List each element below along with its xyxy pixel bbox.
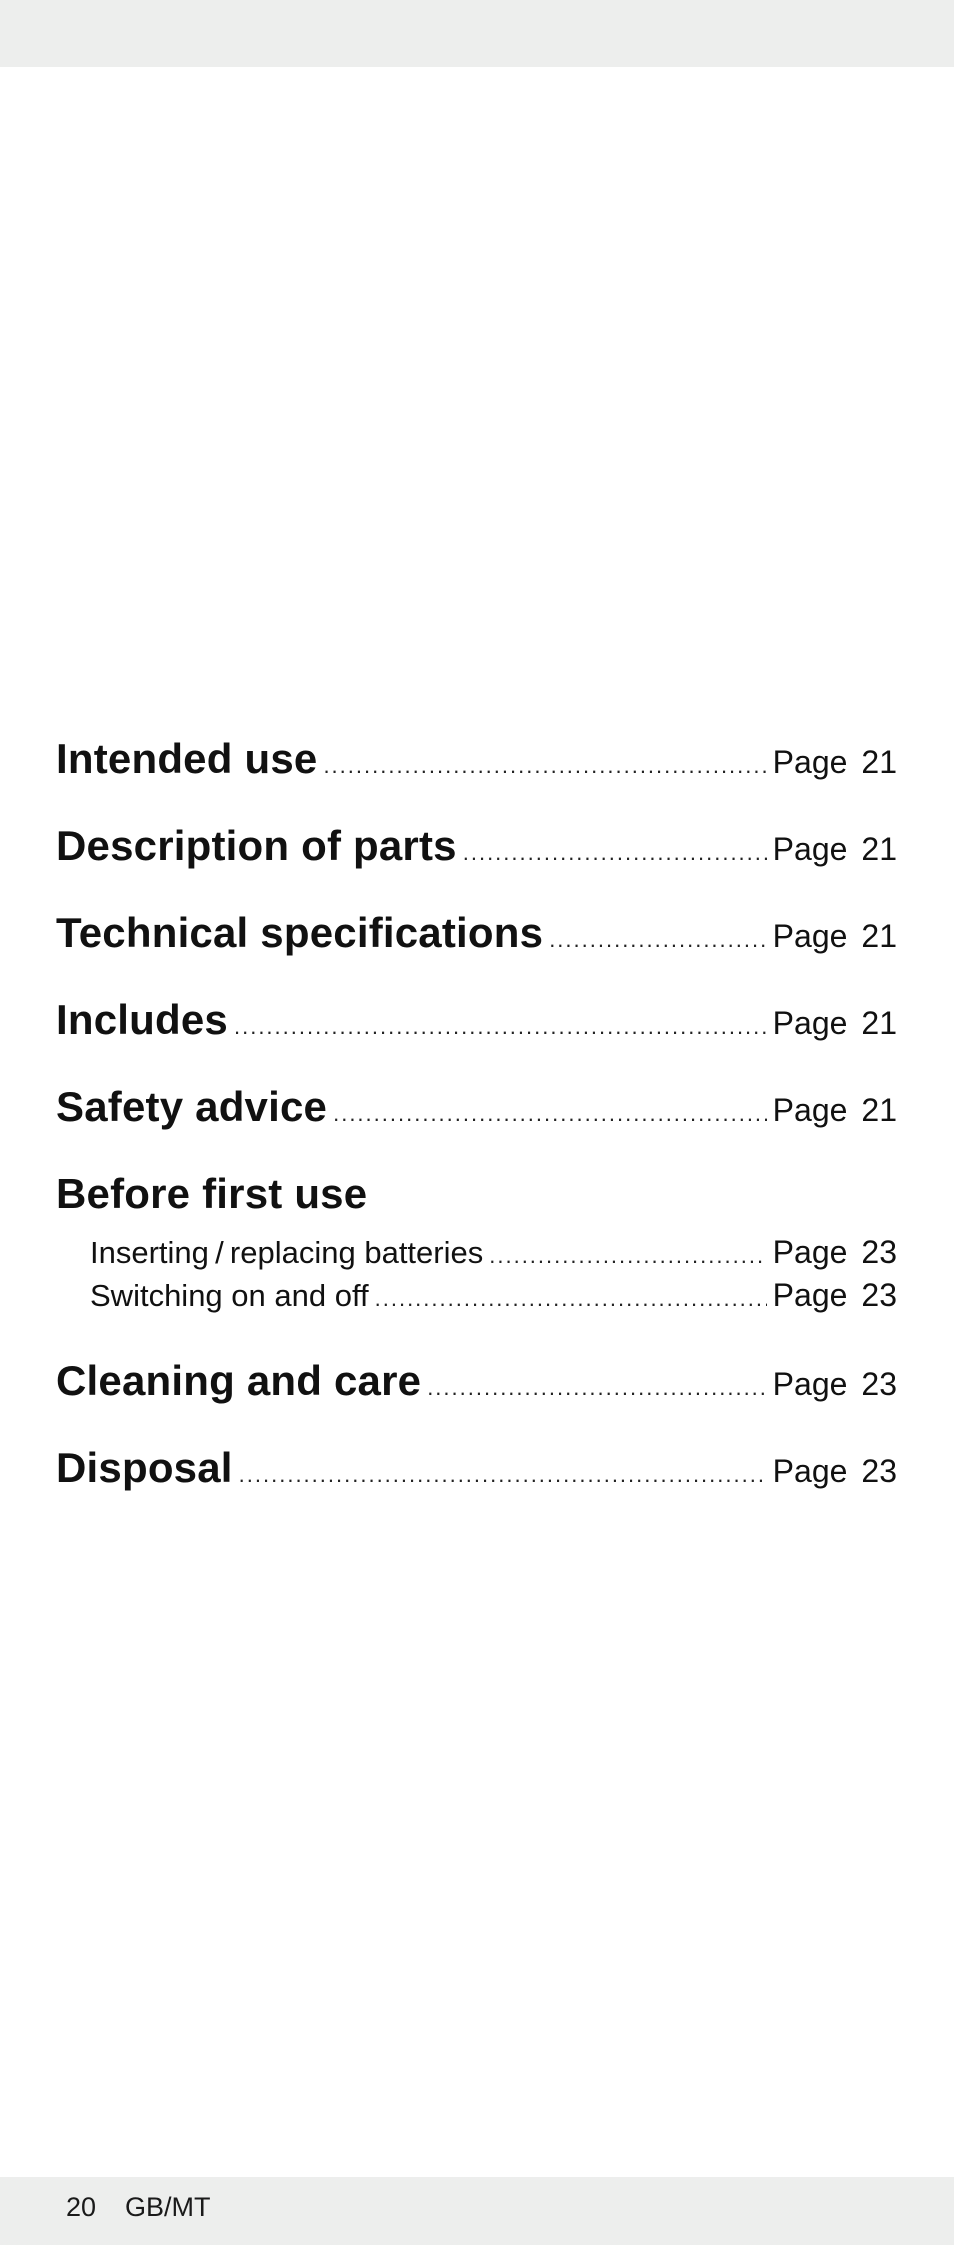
toc-leader-dots (239, 1462, 767, 1488)
toc-page-ref: Page 23 (772, 1366, 897, 1402)
toc-page-ref: Page 21 (772, 1092, 897, 1128)
toc-leader-dots (489, 1243, 766, 1269)
toc-page-number: 21 (861, 831, 897, 867)
toc-entry-intended-use[interactable] (56, 735, 897, 791)
toc-entry-includes[interactable] (56, 996, 897, 1052)
top-margin-band (0, 0, 954, 67)
toc-entry-title: Technical specifications (56, 909, 544, 956)
toc-page-ref: Page 23 (772, 1453, 897, 1489)
toc-page-ref: Page 23 (772, 1234, 897, 1270)
toc-entry-description-of-parts[interactable] (56, 822, 897, 878)
toc-page-number: 23 (861, 1453, 897, 1489)
toc-entry-cleaning-and-care[interactable] (56, 1357, 897, 1413)
toc-page-ref: Page 23 (772, 1277, 897, 1313)
toc-leader-dots (463, 840, 767, 866)
toc-leader-dots (323, 753, 766, 779)
toc-page-number: 23 (861, 1234, 897, 1270)
toc-leader-dots (234, 1014, 767, 1040)
toc-entry-technical-specifications[interactable] (56, 909, 897, 965)
footer-page-number: 20 (66, 2192, 97, 2222)
toc-entry-title: Includes (56, 996, 228, 1043)
toc-page-number: 23 (861, 1366, 897, 1402)
toc-leader-dots (549, 927, 766, 953)
toc-page-number: 21 (861, 1092, 897, 1128)
toc-page-number: 21 (861, 918, 897, 954)
toc-subentry-inserting-replacing-batteries[interactable] (56, 1234, 897, 1274)
toc-leader-dots (375, 1286, 767, 1312)
toc-entry-title: Description of parts (56, 822, 457, 869)
toc-subentry-title: Inserting / replacing batteries (90, 1235, 484, 1270)
footer-language-code: GB/MT (125, 2192, 211, 2222)
toc-subentry-switching-on-and-off[interactable] (56, 1277, 897, 1317)
toc-page-ref: Page 21 (772, 1005, 897, 1041)
toc-page-number: 21 (861, 744, 897, 780)
toc-entry-title: Intended use (56, 735, 318, 782)
toc-leader-dots (427, 1375, 766, 1401)
toc-entry-disposal[interactable] (56, 1444, 897, 1500)
toc-page-number: 21 (861, 1005, 897, 1041)
toc-page-ref: Page 21 (772, 918, 897, 954)
toc-leader-dots (333, 1101, 767, 1127)
toc-entry-title: Cleaning and care (56, 1357, 422, 1404)
toc-entry-title: Disposal (56, 1444, 233, 1491)
toc-subentry-title: Switching on and off (90, 1278, 369, 1313)
toc-section-before-first-use[interactable]: Before first use (56, 1170, 368, 1217)
toc-entry-safety-advice[interactable] (56, 1083, 897, 1139)
toc-page-ref: Page 21 (772, 744, 897, 780)
toc-page-ref: Page 21 (772, 831, 897, 867)
toc-entry-title: Safety advice (56, 1083, 328, 1130)
toc-page-number: 23 (861, 1277, 897, 1313)
